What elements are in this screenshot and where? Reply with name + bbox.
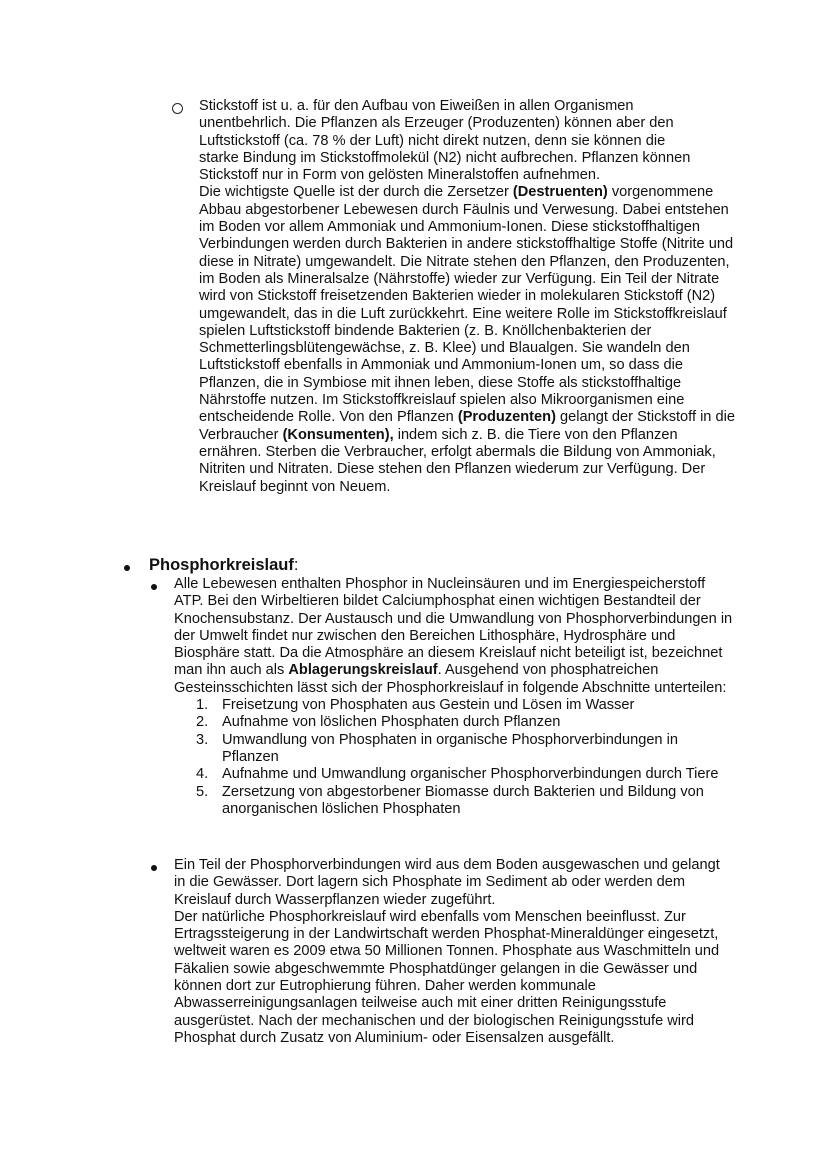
phosphor-bullet-2-para-1: Ein Teil der Phosphorverbindungen wird aus dem Boden ausgewaschen und gelangt in die Gewässer. Dort lagern sich Phosphate im Sediment ab oder werden dem Kreislauf durch Wasserpflanzen wieder zugeführt. bbox=[174, 857, 720, 908]
bullet-icon bbox=[151, 865, 157, 871]
phosphor-heading bbox=[149, 555, 298, 575]
phosphor-bullet-2 bbox=[174, 857, 734, 1047]
phosphor-steps-list bbox=[174, 697, 734, 818]
destruenten-term: (Destruenten) bbox=[512, 184, 608, 201]
phosphor-heading-text: Phosphorkreislauf bbox=[149, 556, 294, 574]
produzenten-term: (Produzenten) bbox=[457, 409, 556, 426]
list-item bbox=[174, 697, 734, 714]
circle-bullet-icon bbox=[172, 103, 183, 114]
step-text: Umwandlung von Phosphaten in organische Phosphorverbindungen in Pflanzen bbox=[222, 731, 678, 765]
stickstoff-text-c: gelangt der Stickstoff in die Verbraucher bbox=[199, 409, 735, 443]
list-item bbox=[174, 714, 734, 731]
phosphor-bullet-1 bbox=[174, 576, 734, 818]
list-item bbox=[174, 766, 734, 783]
stickstoff-line-4: starke Bindung im Stickstoffmolekül (N2) nicht aufbrechen. Pflanzen können bbox=[199, 149, 691, 166]
heading-bullet-icon bbox=[124, 565, 130, 571]
stickstoff-paragraph-2 bbox=[199, 184, 739, 495]
stickstoff-text-a: Die wichtigste Quelle ist der durch die Zersetzer bbox=[199, 184, 513, 201]
step-number: 2. bbox=[196, 714, 209, 731]
stickstoff-text-d: indem sich z. B. die Tiere von den Pflanzen ernähren. Sterben die Verbraucher, erfolgt abermals die Bildung von Ammoniak, Nitriten und Nitraten. Diese stehen den Pflanzen wiederum zur Verfügung. Der Kreislauf beginnt von Neuem. bbox=[199, 426, 716, 495]
list-item bbox=[174, 784, 734, 819]
stickstoff-line-3: Luftstickstoff (ca. 78 % der Luft) nicht direkt nutzen, denn sie können die bbox=[199, 132, 666, 149]
stickstoff-line-2: unentbehrlich. Die Pflanzen als Erzeuger (Produzenten) können aber den bbox=[199, 115, 674, 132]
step-number: 5. bbox=[196, 783, 209, 800]
step-number: 1. bbox=[196, 697, 209, 714]
phosphor-text-a: Alle Lebewesen enthalten Phosphor in Nucleinsäuren und im Energiespeicherstoff ATP. Bei den Wirbeltieren bildet Calciumphosphat einen wichtigen Bestandteil der Knochensubstanz. Der Austausch und die Umwandlung von Phosphorverbindungen in der Umwelt findet nur zwischen den Bereichen Lithosphäre, Hydrosphäre und Biosphäre statt. Da die Atmosphäre an diesem Kreislauf nicht beteiligt ist, bezeichnet man ihn auch als bbox=[174, 576, 733, 679]
stickstoff-text-b: vorgenommene Abbau abgestorbener Lebewesen durch Fäulnis und Verwesung. Dabei entstehen im Boden vor allem Ammoniak und Ammonium-Ionen. Diese stickstoffhaltigen Verbindungen werden durch Bakterien in andere stickstoffhaltige Stoffe (Nitrite und diese in Nitrate) umgewandelt. Die Nitrate stehen den Pflanzen, den Produzenten, im Boden als Mineralsalze (Nährstoffe) wieder zur Verfügung. Ein Teil der Nitrate wird von Stickstoff freisetzenden Bakterien wieder in molekularen Stickstoff (N2) umgewandelt, das in die Luft zurückkehrt. Eine weitere Rolle im Stickstoffkreislauf spielen Luftstickstoff bindende Bakterien (z. B. Knöllchenbakterien der Schmetterlingsblütengewächse, z. B. Klee) und Blaualgen. Sie wandeln den Luftstickstoff ebenfalls in Ammoniak und Ammonium-Ionen um, so dass die Pflanzen, die in Symbiose mit ihnen leben, diese Stoffe als stickstoffhaltige Nährstoffe nutzen. Im Stickstoffkreislauf spielen also Mikroorganismen eine entscheidende Rolle. Von den Pflanzen bbox=[199, 184, 734, 426]
list-item bbox=[174, 732, 734, 767]
phosphor-bullet-2-para-2: Der natürliche Phosphorkreislauf wird ebenfalls vom Menschen beeinflusst. Zur Ertragssteigerung in der Landwirtschaft werden Phosphat-Mineraldünger eingesetzt, weltweit waren es 2009 etwa 50 Millionen Tonnen. Phosphate aus Waschmitteln und Fäkalien sowie abgeschwemmte Phosphatdünger gelangen in die Gewässer und können dort zur Eutrophierung führen. Daher werden kommunale Abwasserreinigungsanlagen teilweise auch mit einer dritten Reinigungsstufe ausgerüstet. Nach der mechanischen und der biologischen Reinigungsstufe wird Phosphat durch Zusatz von Aluminium- oder Eisensalzen ausgefällt. bbox=[174, 908, 720, 1046]
konsumenten-term: (Konsumenten), bbox=[282, 426, 394, 443]
phosphor-bullet-1-text bbox=[174, 576, 734, 697]
step-text: Zersetzung von abgestorbener Biomasse durch Bakterien und Bildung von anorganischen löslichen Phosphaten bbox=[222, 783, 704, 817]
phosphor-text-b: . Ausgehend von phosphatreichen Gesteinsschichten lässt sich der Phosphorkreislauf in folgende Abschnitte unterteilen: bbox=[174, 662, 727, 696]
step-text: Freisetzung von Phosphaten aus Gestein und Lösen im Wasser bbox=[222, 697, 635, 714]
step-number: 4. bbox=[196, 766, 209, 783]
phosphor-heading-suffix: : bbox=[293, 556, 299, 574]
ablagerungskreislauf-term: Ablagerungskreislauf bbox=[288, 662, 438, 679]
step-text: Aufnahme von löslichen Phosphaten durch Pflanzen bbox=[222, 714, 561, 731]
stickstoff-line-1: Stickstoff ist u. a. für den Aufbau von Eiweißen in allen Organismen bbox=[199, 98, 634, 114]
bullet-icon bbox=[151, 584, 157, 590]
step-number: 3. bbox=[196, 731, 209, 748]
stickstoff-line-5: Stickstoff nur in Form von gelösten Mineralstoffen aufnehmen. bbox=[199, 167, 601, 184]
step-text: Aufnahme und Umwandlung organischer Phosphorverbindungen durch Tiere bbox=[222, 766, 719, 783]
stickstoff-paragraph bbox=[199, 98, 739, 496]
